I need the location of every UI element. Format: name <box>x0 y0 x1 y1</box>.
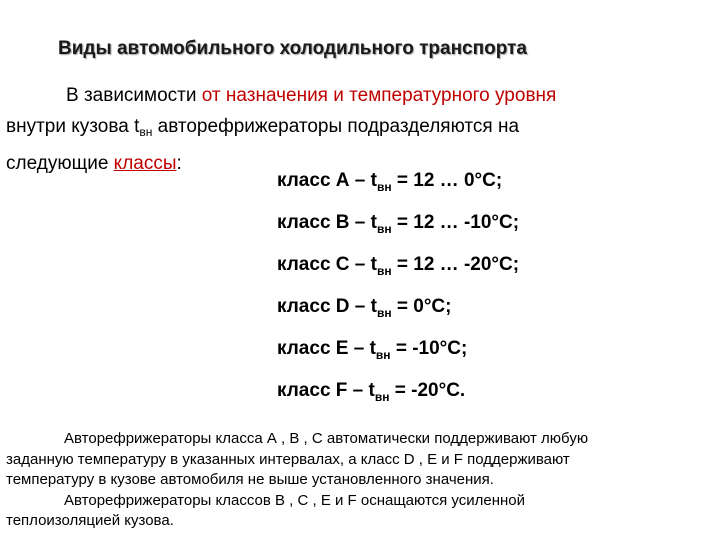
intro-line-1 <box>6 80 706 111</box>
class-label: класс Е – t <box>277 338 376 359</box>
class-item <box>277 328 519 370</box>
subscript: вн <box>139 125 153 139</box>
class-item <box>277 244 519 286</box>
class-range: = 0°С; <box>391 296 452 317</box>
subscript: вн <box>376 264 392 278</box>
class-range: = -20°С. <box>389 380 466 401</box>
note-line: температуру в кузове автомобиля не выше установленного значения. <box>6 471 494 488</box>
subscript: вн <box>376 306 392 320</box>
class-label: класс С – t <box>277 254 377 275</box>
class-item <box>277 286 519 328</box>
intro-text: авторефрижераторы подразделяются на <box>152 116 520 137</box>
notes-paragraph <box>6 429 718 532</box>
note-line: Авторефрижераторы классов В , С , Е и F оснащаются усиленной <box>64 491 526 509</box>
class-label: класс F – t <box>277 380 375 401</box>
intro-text: следующие <box>6 153 114 174</box>
class-item <box>277 160 519 202</box>
subscript: вн <box>375 348 391 362</box>
subscript: вн <box>376 180 392 194</box>
note-line: Авторефрижераторы класса А , В , С автоматически поддерживают любую <box>64 430 589 447</box>
class-list <box>277 160 519 412</box>
subscript: вн <box>376 222 392 236</box>
intro-line-2 <box>6 111 706 148</box>
class-range: = 12 … -20°С; <box>391 254 520 275</box>
highlight-text: от назначения и температурного уровня <box>201 85 557 106</box>
note-line: теплоизоляцией кузова. <box>6 512 174 529</box>
class-label: класс D – t <box>277 296 377 317</box>
class-range: = 12 … -10°С; <box>391 212 520 233</box>
class-range: = 12 … 0°С; <box>391 170 503 191</box>
classes-link[interactable]: классы <box>113 153 177 174</box>
intro-text: В зависимости <box>66 85 202 106</box>
intro-text: внутри кузова t <box>6 116 140 137</box>
class-item <box>277 370 519 412</box>
page-title: Виды автомобильного холодильного транспорта <box>58 38 527 59</box>
class-label: класс А – t <box>277 170 377 191</box>
subscript: вн <box>374 390 390 404</box>
note-line: заданную температуру в указанных интервалах, а класс D , Е и F поддерживают <box>6 450 570 468</box>
class-item <box>277 202 519 244</box>
class-label: класс В – t <box>277 212 377 233</box>
class-range: = -10°С; <box>390 338 468 359</box>
intro-text: : <box>176 153 182 174</box>
